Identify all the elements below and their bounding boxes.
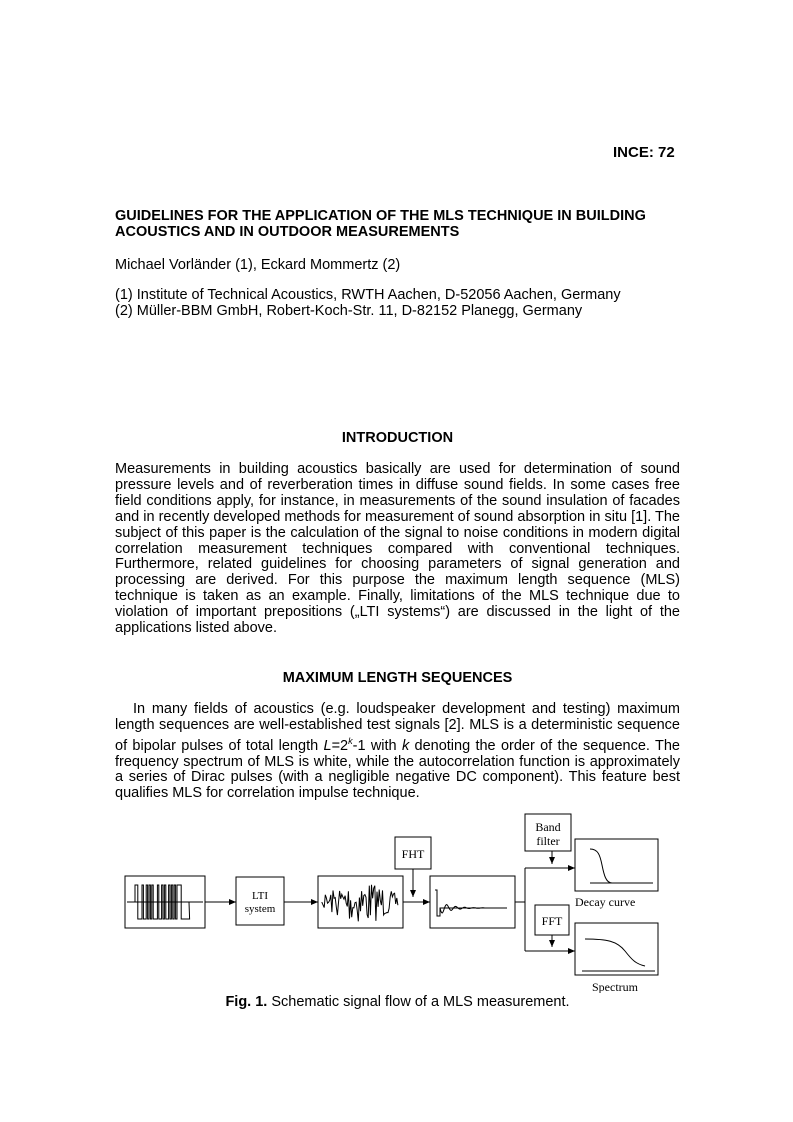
paper-reference: INCE: 72: [613, 144, 675, 161]
fft-box: [535, 905, 569, 935]
band-filter-label-line1: Band: [535, 820, 561, 834]
formula-k: k: [401, 737, 410, 754]
lti-label-line1: LTI: [251, 890, 269, 902]
affiliation-1: (1) Institute of Technical Acoustics, RWTH Aachen, D-52056 Aachen, Germany: [115, 287, 621, 303]
formula-k-exponent: k: [348, 735, 353, 746]
mls-text-part1: In many fields of acoustics (e.g. loudspeaker development and testing) maximum length sequences are well-established test signals [2]. MLS is a deterministic sequence of bipolar pulses of total length: [115, 701, 680, 754]
affiliation-2: (2) Müller-BBM GmbH, Robert-Koch-Str. 11, D-82152 Planegg, Germany: [115, 303, 583, 319]
impulse-response-box: [430, 876, 515, 928]
affiliations: [115, 287, 621, 319]
lti-label-line2: system: [244, 903, 276, 915]
response-signal-box: [318, 876, 403, 928]
figure-caption: [115, 994, 680, 1010]
spectrum-box: [575, 923, 658, 993]
mls-text-part2: denoting the order of the sequence. The frequency spectrum of MLS is white, while the autocorrelation function is approximately a series of Dirac pulses (with a negligible negative DC component). This feature best qualifies MLS for correlation impulse technique.: [115, 737, 680, 802]
figure-caption-text: Schematic signal flow of a MLS measurement.: [267, 994, 570, 1010]
fft-label: FFT: [541, 914, 563, 928]
fht-label: FHT: [401, 847, 425, 861]
mls-text: [115, 702, 680, 802]
figure-1-diagram: [115, 813, 675, 993]
introduction-paragraph: [115, 462, 680, 637]
band-filter-box: [525, 814, 571, 851]
formula-rest: -1 with: [352, 737, 402, 754]
spectrum-label: Spectrum: [592, 980, 638, 993]
decay-curve-box: [575, 839, 658, 909]
figure-caption-label: Fig. 1.: [225, 994, 268, 1010]
introduction-heading: INTRODUCTION: [341, 430, 454, 446]
formula-eq: =2: [331, 737, 349, 754]
authors: Michael Vorländer (1), Eckard Mommertz (2): [115, 257, 401, 273]
band-filter-label-line2: filter: [536, 834, 560, 848]
introduction-text: Measurements in building acoustics basically are used for determination of sound pressure levels and of reverberation times in diffuse sound fields. In some cases free field conditions apply, for instance, in measurements of the sound insulation of facades and in recently developed methods for measurement of sound absorption in situ [1]. The subject of this paper is the calculation of the signal to noise conditions in modern digital correlation measurement techniques compared with conventional techniques. Furthermore, related guidelines for choosing parameters of signal generation and processing are derived. For this purpose the maximum length sequence (MLS) technique is taken as an example. Finally, limitations of the MLS technique due to violation of important prepositions („LTI systems“) are discussed in the light of the applications listed above.: [115, 461, 680, 637]
mls-signal-box: [125, 876, 205, 928]
formula-L: L: [323, 737, 332, 754]
decay-curve-label: Decay curve: [575, 895, 636, 909]
mls-paragraph: [115, 702, 680, 802]
lti-system-box: [236, 877, 284, 925]
mls-heading: MAXIMUM LENGTH SEQUENCES: [282, 670, 513, 686]
paper-title: GUIDELINES FOR THE APPLICATION OF THE MLS TECHNIQUE IN BUILDING ACOUSTICS AND IN OUTDOOR MEASUREMENTS: [115, 208, 646, 240]
fht-box: [395, 837, 431, 869]
